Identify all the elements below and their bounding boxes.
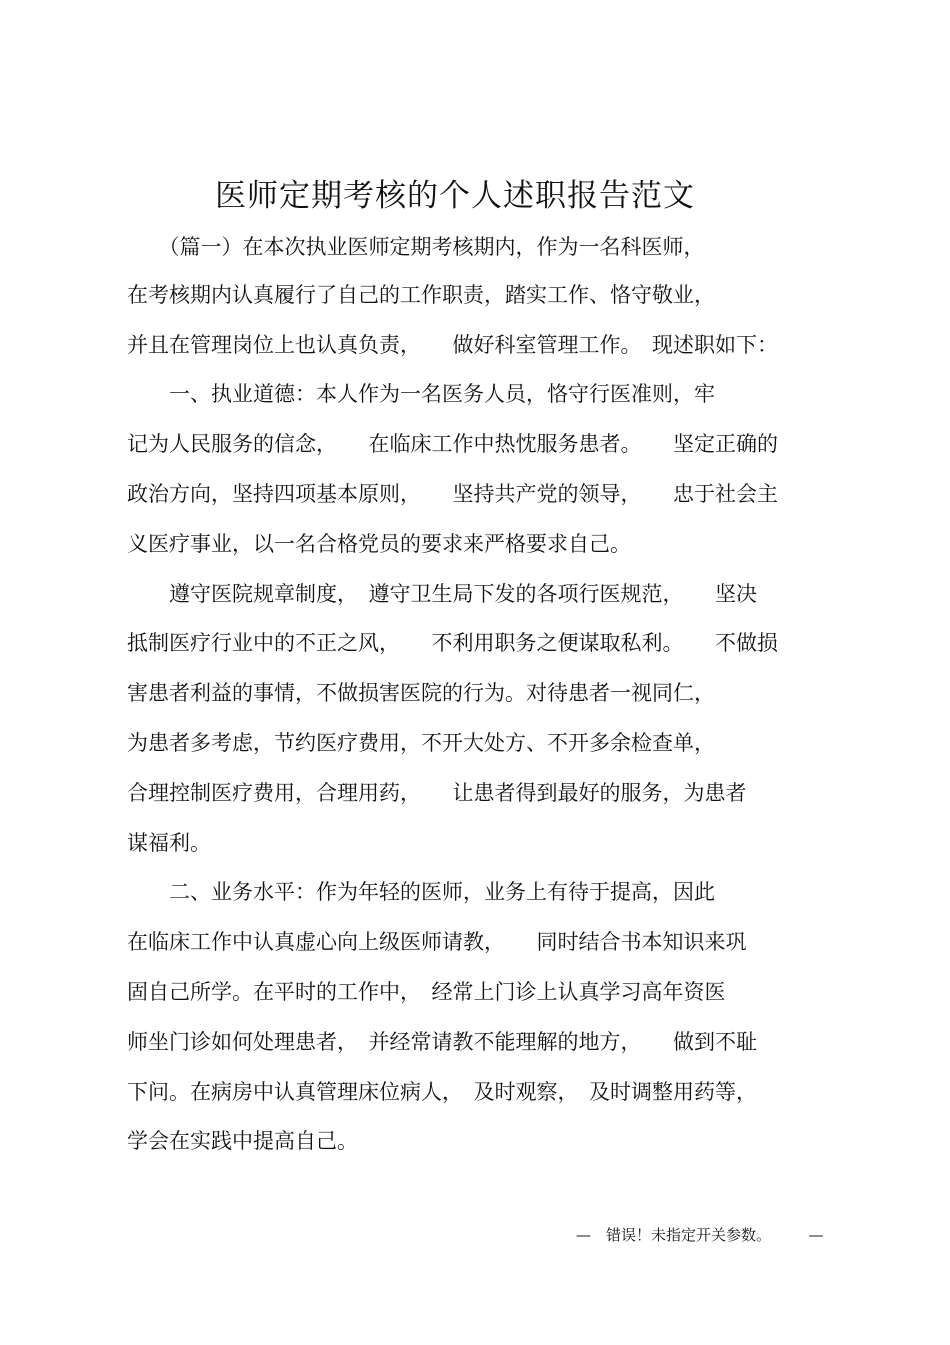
paragraph-line: 下问。在病房中认真管理床位病人， 及时观察， 及时调整用药等， [127,1080,757,1104]
paragraph-line: 义医疗事业，以一名合格党员的要求来严格要求自己。 [127,532,631,556]
paragraph-line: 并且在管理岗位上也认真负责， 做好科室管理工作。 现述职如下： [127,333,778,357]
paragraph-line: 在临床工作中认真虚心向上级医师请教， 同时结合书本知识来巩 [127,930,747,954]
paragraph-line: 政治方向，坚持四项基本原则， 坚持共产党的领导， 忠于社会主 [127,482,778,506]
paragraph-line: 害患者利益的事情，不做损害医院的行为。对待患者一视同仁， [127,681,715,705]
page-footer: — 错误！未指定开关参数。 — [576,1226,824,1244]
paragraph-line: 在考核期内认真履行了自己的工作职责，踏实工作、恪守敬业， [127,283,715,307]
paragraph-line: 谋福利。 [127,831,211,855]
paragraph-line: （篇一）在本次执业医师定期考核期内，作为一名科医师， [127,235,705,259]
paragraph-line: 师坐门诊如何处理患者， 并经常请教不能理解的地方， 做到不耻 [127,1030,757,1054]
paragraph-line: 抵制医疗行业中的不正之风， 不利用职务之便谋取私利。 不做损 [127,631,778,655]
paragraph-line: 为患者多考虑，节约医疗费用，不开大处方、不开多余检查单， [127,731,715,755]
paragraph-line: 遵守医院规章制度， 遵守卫生局下发的各项行医规范， 坚决 [127,582,757,606]
paragraph-line: 固自己所学。在平时的工作中， 经常上门诊上认真学习高年资医 [127,980,726,1004]
paragraph-line: 学会在实践中提高自己。 [127,1129,358,1153]
document-title: 医师定期考核的个人述职报告范文 [215,178,695,214]
paragraph-line: 记为人民服务的信念， 在临床工作中热忱服务患者。 坚定正确的 [127,432,778,456]
paragraph-line: 二、业务水平：作为年轻的医师，业务上有待于提高，因此 [127,880,715,904]
paragraph-line: 合理控制医疗费用，合理用药， 让患者得到最好的服务，为患者 [127,781,747,805]
paragraph-line: 一、执业道德：本人作为一名医务人员，恪守行医准则，牢 [127,382,715,406]
